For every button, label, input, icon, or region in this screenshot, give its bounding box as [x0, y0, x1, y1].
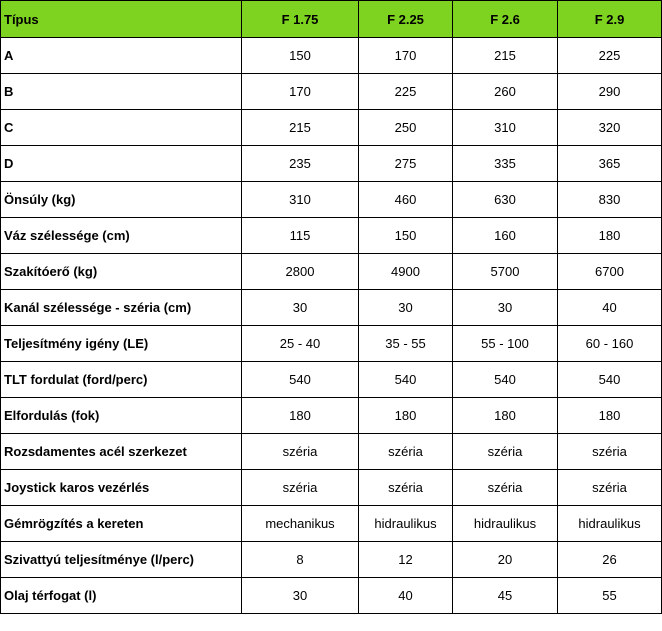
table-cell: 630: [453, 182, 558, 218]
table-cell: 160: [453, 218, 558, 254]
row-label: C: [1, 110, 242, 146]
table-cell: 225: [558, 38, 662, 74]
table-cell: 115: [242, 218, 359, 254]
table-cell: 150: [242, 38, 359, 74]
row-label: Kanál szélessége - széria (cm): [1, 290, 242, 326]
table-row: [1, 326, 662, 362]
table-cell: 12: [359, 542, 453, 578]
row-label: Gémrögzítés a kereten: [1, 506, 242, 542]
header-model-2: F 2.25: [359, 1, 453, 38]
table-cell: 180: [558, 218, 662, 254]
table-cell: 30: [359, 290, 453, 326]
table-cell: 25 - 40: [242, 326, 359, 362]
row-label: B: [1, 74, 242, 110]
table-cell: hidraulikus: [558, 506, 662, 542]
table-cell: 30: [242, 290, 359, 326]
table-cell: 35 - 55: [359, 326, 453, 362]
table-cell: 30: [242, 578, 359, 614]
table-cell: 310: [453, 110, 558, 146]
spec-table-body: [1, 38, 662, 614]
table-row: [1, 254, 662, 290]
row-label: Teljesítmény igény (LE): [1, 326, 242, 362]
table-cell: 225: [359, 74, 453, 110]
table-cell: 215: [242, 110, 359, 146]
table-cell: 460: [359, 182, 453, 218]
table-row: [1, 146, 662, 182]
table-cell: széria: [453, 470, 558, 506]
table-cell: 180: [558, 398, 662, 434]
row-label: TLT fordulat (ford/perc): [1, 362, 242, 398]
table-row: [1, 218, 662, 254]
table-cell: 40: [359, 578, 453, 614]
table-cell: 180: [242, 398, 359, 434]
table-cell: 6700: [558, 254, 662, 290]
table-row: [1, 290, 662, 326]
table-cell: 170: [242, 74, 359, 110]
table-cell: 180: [453, 398, 558, 434]
row-label: Szivattyú teljesítménye (l/perc): [1, 542, 242, 578]
table-cell: 250: [359, 110, 453, 146]
row-label: D: [1, 146, 242, 182]
table-row: [1, 434, 662, 470]
table-cell: széria: [453, 434, 558, 470]
row-label: Joystick karos vezérlés: [1, 470, 242, 506]
table-cell: 20: [453, 542, 558, 578]
header-type-label: Típus: [1, 1, 242, 38]
table-row: [1, 362, 662, 398]
table-cell: széria: [242, 470, 359, 506]
table-cell: 55: [558, 578, 662, 614]
table-cell: 2800: [242, 254, 359, 290]
table-cell: 310: [242, 182, 359, 218]
table-row: [1, 470, 662, 506]
table-row: [1, 578, 662, 614]
table-cell: hidraulikus: [359, 506, 453, 542]
table-cell: 540: [359, 362, 453, 398]
table-cell: mechanikus: [242, 506, 359, 542]
row-label: Elfordulás (fok): [1, 398, 242, 434]
row-label: A: [1, 38, 242, 74]
table-cell: széria: [242, 434, 359, 470]
table-cell: 5700: [453, 254, 558, 290]
table-cell: 60 - 160: [558, 326, 662, 362]
table-cell: 320: [558, 110, 662, 146]
table-cell: 275: [359, 146, 453, 182]
table-cell: széria: [558, 434, 662, 470]
table-cell: 335: [453, 146, 558, 182]
table-cell: 540: [453, 362, 558, 398]
table-cell: 540: [242, 362, 359, 398]
table-cell: hidraulikus: [453, 506, 558, 542]
table-row: [1, 38, 662, 74]
table-cell: széria: [359, 470, 453, 506]
header-model-3: F 2.6: [453, 1, 558, 38]
table-row: [1, 506, 662, 542]
table-cell: széria: [359, 434, 453, 470]
table-row: [1, 398, 662, 434]
table-cell: 45: [453, 578, 558, 614]
table-cell: 30: [453, 290, 558, 326]
row-label: Rozsdamentes acél szerkezet: [1, 434, 242, 470]
row-label: Szakítóerő (kg): [1, 254, 242, 290]
table-cell: széria: [558, 470, 662, 506]
table-cell: 365: [558, 146, 662, 182]
table-cell: 40: [558, 290, 662, 326]
table-cell: 170: [359, 38, 453, 74]
table-cell: 4900: [359, 254, 453, 290]
table-cell: 540: [558, 362, 662, 398]
table-row: [1, 74, 662, 110]
table-row: [1, 182, 662, 218]
table-cell: 150: [359, 218, 453, 254]
table-cell: 235: [242, 146, 359, 182]
table-cell: 260: [453, 74, 558, 110]
row-label: Váz szélessége (cm): [1, 218, 242, 254]
table-cell: 215: [453, 38, 558, 74]
row-label: Olaj térfogat (l): [1, 578, 242, 614]
table-cell: 8: [242, 542, 359, 578]
header-row: [1, 1, 662, 38]
table-cell: 180: [359, 398, 453, 434]
table-cell: 55 - 100: [453, 326, 558, 362]
table-cell: 26: [558, 542, 662, 578]
row-label: Önsúly (kg): [1, 182, 242, 218]
header-model-4: F 2.9: [558, 1, 662, 38]
header-model-1: F 1.75: [242, 1, 359, 38]
table-row: [1, 110, 662, 146]
table-cell: 290: [558, 74, 662, 110]
table-cell: 830: [558, 182, 662, 218]
table-row: [1, 542, 662, 578]
